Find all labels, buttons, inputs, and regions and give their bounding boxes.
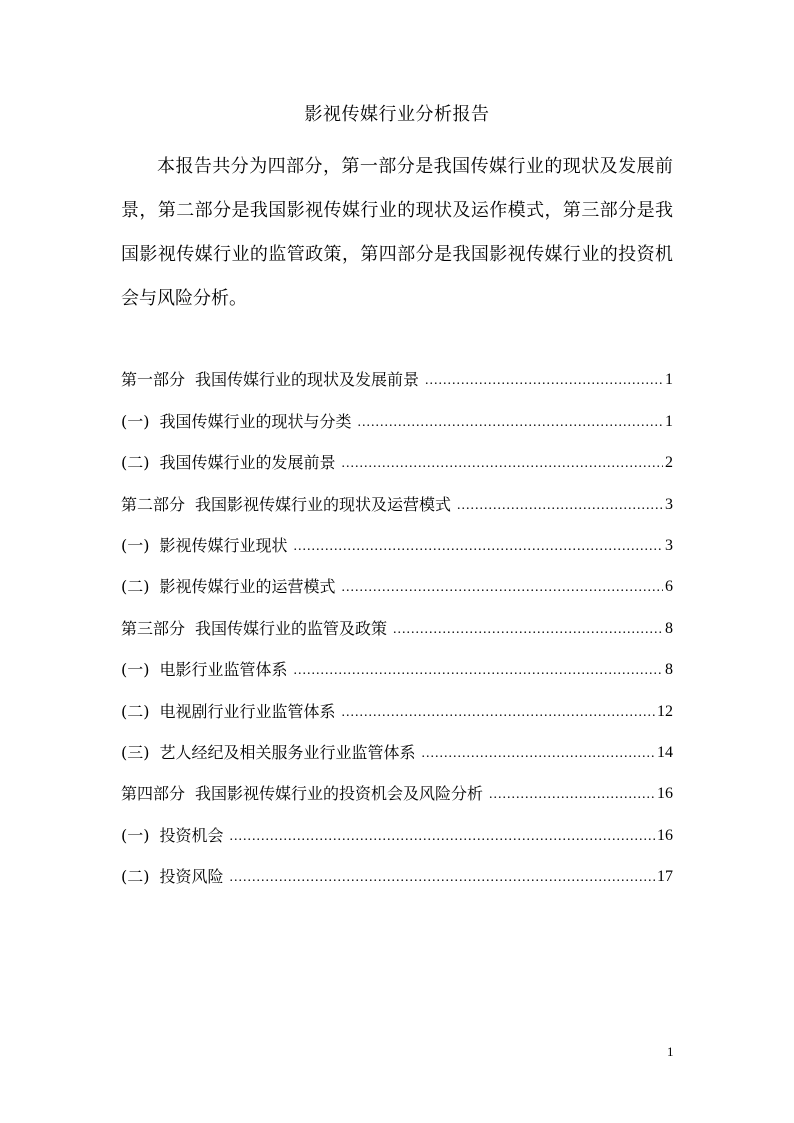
- toc-entry-2-1[interactable]: [121, 517, 673, 558]
- toc-entry-number: 第二部分: [121, 494, 186, 514]
- toc-entry-page: 2: [665, 454, 673, 472]
- toc-entry-title: 我国传媒行业的监管及政策: [195, 618, 388, 638]
- toc-entry-page: 14: [657, 743, 673, 761]
- toc-entry-page: 1: [665, 412, 673, 430]
- toc-entry-part-1[interactable]: [121, 351, 673, 392]
- toc-dot-leader: [422, 743, 655, 765]
- toc-entry-number: (二): [121, 701, 150, 721]
- toc-dot-leader: [294, 660, 663, 682]
- page-number: 1: [667, 1044, 674, 1059]
- toc-entry-title: 我国传媒行业的发展前景: [159, 453, 336, 473]
- toc-dot-leader: [342, 577, 663, 599]
- toc-dot-leader: [489, 784, 655, 806]
- toc-dot-leader: [342, 453, 663, 475]
- toc-entry-title: 艺人经纪及相关服务业行业监管体系: [159, 742, 416, 762]
- toc-entry-title: 我国影视传媒行业的投资机会及风险分析: [195, 784, 484, 804]
- toc-dot-leader: [393, 619, 663, 641]
- toc-entry-3-1[interactable]: [121, 641, 673, 682]
- toc-entry-title: 影视传媒行业现状: [159, 535, 288, 555]
- toc-entry-page: 17: [657, 868, 673, 886]
- toc-entry-1-1[interactable]: [121, 392, 673, 433]
- toc-entry-number: (一): [121, 411, 150, 431]
- toc-entry-number: (三): [121, 742, 150, 762]
- toc-entry-1-2[interactable]: [121, 434, 673, 475]
- toc-entry-4-1[interactable]: [121, 806, 673, 847]
- toc-entry-page: 3: [665, 495, 673, 513]
- toc-entry-title: 我国传媒行业的现状及发展前景: [195, 370, 420, 390]
- toc-entry-4-2[interactable]: [121, 848, 673, 889]
- toc-entry-number: (一): [121, 660, 150, 680]
- toc-entry-part-2[interactable]: [121, 475, 673, 516]
- toc-entry-number: (二): [121, 867, 150, 887]
- toc-entry-page: 8: [665, 619, 673, 637]
- toc-entry-3-2[interactable]: [121, 682, 673, 723]
- toc-entry-page: 1: [665, 371, 673, 389]
- page-title: 影视传媒行业分析报告: [304, 104, 490, 125]
- toc-entry-number: 第三部分: [121, 618, 186, 638]
- toc-dot-leader: [358, 412, 663, 434]
- toc-entry-number: (二): [121, 577, 150, 597]
- table-of-contents: [121, 351, 673, 889]
- toc-entry-title: 电视剧行业行业监管体系: [159, 701, 336, 721]
- toc-dot-leader: [425, 370, 663, 392]
- toc-entry-title: 影视传媒行业的运营模式: [159, 577, 336, 597]
- toc-entry-number: 第四部分: [121, 784, 186, 804]
- toc-dot-leader: [342, 702, 655, 724]
- toc-entry-part-4[interactable]: [121, 765, 673, 806]
- toc-entry-number: (二): [121, 453, 150, 473]
- toc-dot-leader: [457, 495, 663, 517]
- toc-entry-page: 6: [665, 578, 673, 596]
- intro-paragraph: 本报告共分为四部分，第一部分是我国传媒行业的现状及发展前景，第二部分是我国影视传媒行业的现状及运作模式，第三部分是我国影视传媒行业的监管政策，第四部分是我国影视传媒行业的投资机会与风险分析。: [121, 156, 673, 309]
- toc-dot-leader: [294, 536, 663, 558]
- toc-entry-number: (一): [121, 825, 150, 845]
- toc-entry-3-3[interactable]: [121, 724, 673, 765]
- toc-entry-number: (一): [121, 535, 150, 555]
- toc-entry-title: 我国传媒行业的现状与分类: [159, 411, 352, 431]
- toc-entry-part-3[interactable]: [121, 599, 673, 640]
- toc-entry-title: 投资机会: [159, 825, 224, 845]
- toc-entry-page: 16: [657, 826, 673, 844]
- toc-entry-2-2[interactable]: [121, 558, 673, 599]
- toc-entry-page: 16: [657, 785, 673, 803]
- toc-dot-leader: [230, 826, 655, 848]
- toc-entry-title: 我国影视传媒行业的现状及运营模式: [195, 494, 452, 514]
- toc-dot-leader: [230, 867, 655, 889]
- toc-entry-title: 投资风险: [159, 867, 224, 887]
- toc-entry-page: 12: [657, 702, 673, 720]
- toc-entry-number: 第一部分: [121, 370, 186, 390]
- toc-entry-page: 3: [665, 536, 673, 554]
- toc-entry-page: 8: [665, 661, 673, 679]
- toc-entry-title: 电影行业监管体系: [159, 660, 288, 680]
